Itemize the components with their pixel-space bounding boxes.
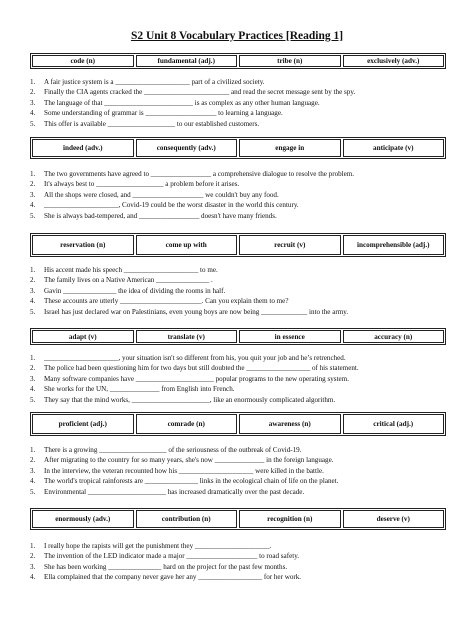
list-item bbox=[30, 179, 460, 189]
item-number: 1. bbox=[30, 78, 36, 86]
item-number: 5. bbox=[30, 487, 36, 496]
item-number: 1. bbox=[30, 170, 36, 178]
list-item bbox=[30, 211, 460, 221]
item-number: 4. bbox=[30, 109, 36, 118]
item-number: 5. bbox=[30, 307, 36, 316]
sentence-text: This offer is available ___________________ to our established customers. bbox=[44, 119, 260, 128]
sentence-text: All the shops were closed, and ____________________ we couldn't buy any food. bbox=[44, 190, 279, 199]
word-cell: adapt (v) bbox=[32, 330, 134, 343]
word-cell: proficient (adj.) bbox=[32, 414, 134, 434]
word-cell: contribution (n) bbox=[136, 510, 238, 528]
sentence-text: A fair justice system is a _____________________ part of a civilized society. bbox=[44, 78, 265, 86]
word-cell: fundamental (adj.) bbox=[136, 55, 238, 67]
word-cell: translate (v) bbox=[136, 330, 238, 343]
sentence-text: Some understanding of grammar is ____________________ to learning a language. bbox=[44, 109, 283, 118]
word-cell: deserve (v) bbox=[343, 510, 445, 528]
word-cell: engage in bbox=[239, 139, 341, 157]
list-item bbox=[30, 353, 460, 363]
word-cell: anticipate (v) bbox=[343, 139, 445, 157]
word-cell: in essence bbox=[239, 330, 341, 343]
list-item bbox=[30, 169, 460, 179]
word-cell: exclusively (adv.) bbox=[343, 55, 445, 67]
word-cell: accuracy (n) bbox=[343, 330, 445, 343]
item-number: 2. bbox=[30, 456, 36, 465]
item-number: 3. bbox=[30, 562, 36, 571]
sentence-list-5 bbox=[30, 445, 460, 497]
word-cell: enormously (adv.) bbox=[32, 510, 134, 528]
word-box-5 bbox=[30, 412, 446, 436]
item-number: 1. bbox=[30, 446, 36, 454]
list-item bbox=[30, 265, 460, 275]
word-box-3 bbox=[30, 233, 446, 257]
item-number: 3. bbox=[30, 190, 36, 199]
list-item bbox=[30, 119, 460, 129]
sentence-text: These accounts are utterly _______________________. Can you explain them to me? bbox=[44, 297, 289, 306]
item-number: 2. bbox=[30, 364, 36, 373]
word-cell: recruit (v) bbox=[239, 235, 341, 255]
item-number: 3. bbox=[30, 466, 36, 475]
item-number: 3. bbox=[30, 98, 36, 107]
list-item bbox=[30, 384, 460, 394]
sentence-text: The world's tropical rainforests are _______________ links in the ecological chain of life on the planet. bbox=[44, 477, 339, 486]
item-number: 4. bbox=[30, 477, 36, 486]
word-cell: incomprehensible (adj.) bbox=[343, 235, 445, 255]
sentence-text: The invention of the LED indicator made a major ____________________ to road safety. bbox=[44, 552, 300, 561]
list-item bbox=[30, 541, 460, 551]
item-number: 2. bbox=[30, 180, 36, 189]
sentence-text: It's always best to ___________________ a problem before it arises. bbox=[44, 180, 240, 189]
list-item bbox=[30, 455, 460, 465]
item-number: 5. bbox=[30, 211, 36, 220]
list-item bbox=[30, 275, 460, 285]
sentence-text: I really hope the rapists will get the punishment they _____________________. bbox=[44, 542, 272, 550]
item-number: 3. bbox=[30, 286, 36, 295]
list-item bbox=[30, 190, 460, 200]
sentence-text: She has been working _______________ hard on the project for the past few months. bbox=[44, 562, 288, 571]
list-item bbox=[30, 296, 460, 306]
item-number: 5. bbox=[30, 395, 36, 404]
sentence-text: The police had been questioning him for two days but still doubted the __________________ of his statement. bbox=[44, 364, 359, 373]
list-item bbox=[30, 286, 460, 296]
list-item bbox=[30, 307, 460, 317]
sentence-text: Environmental ______________________ has increased dramatically over the past decade. bbox=[44, 487, 305, 496]
sentence-text: She is always bad-tempered, and _________________ doesn't have many friends. bbox=[44, 211, 277, 220]
item-number: 4. bbox=[30, 385, 36, 394]
list-item bbox=[30, 476, 460, 486]
word-box-1 bbox=[30, 53, 446, 69]
sentence-text: Gavin _______________ the idea of dividing the rooms in half. bbox=[44, 286, 226, 295]
sentence-list-4 bbox=[30, 353, 460, 405]
item-number: 5. bbox=[30, 119, 36, 128]
item-number: 4. bbox=[30, 573, 36, 582]
word-box-6 bbox=[30, 508, 446, 530]
word-cell: recognition (n) bbox=[239, 510, 341, 528]
sentence-text: Ella complained that the company never gave her any __________________ for her work. bbox=[44, 573, 302, 582]
item-number: 1. bbox=[30, 542, 36, 550]
list-item bbox=[30, 551, 460, 561]
item-number: 2. bbox=[30, 276, 36, 285]
item-number: 4. bbox=[30, 201, 36, 210]
word-cell: reservation (n) bbox=[32, 235, 134, 255]
list-item bbox=[30, 395, 460, 405]
sentence-text: His accent made his speech _____________________ to me. bbox=[44, 266, 218, 274]
sentence-text: She works for the UN, ______________ from English into French. bbox=[44, 385, 235, 394]
word-cell: comrade (n) bbox=[136, 414, 238, 434]
word-box-4 bbox=[30, 328, 446, 345]
list-item bbox=[30, 200, 460, 210]
sentence-text: _____________________, your situation isn't so different from his, you quit your job and he’s retrenched. bbox=[44, 354, 346, 362]
sentence-text: The two governments have agreed to _________________ a comprehensive dialogue to resolve the problem. bbox=[44, 170, 355, 178]
sentence-list-2 bbox=[30, 169, 460, 221]
sentence-text: Many software companies have ______________________ popular programs to the new operating system. bbox=[44, 374, 349, 383]
list-item bbox=[30, 445, 460, 455]
word-cell: critical (adj.) bbox=[343, 414, 445, 434]
list-item bbox=[30, 87, 460, 97]
word-box-2 bbox=[30, 137, 446, 159]
worksheet-title: S2 Unit 8 Vocabulary Practices [Reading 1] bbox=[130, 30, 344, 42]
word-cell: code (n) bbox=[32, 55, 134, 67]
word-cell: awareness (n) bbox=[239, 414, 341, 434]
word-cell: indeed (adv.) bbox=[32, 139, 134, 157]
sentence-text: After migrating to the country for so many years, she's now ______________ in the foreign language. bbox=[44, 456, 334, 465]
list-item bbox=[30, 108, 460, 118]
item-number: 2. bbox=[30, 88, 36, 97]
word-cell: consequently (adv.) bbox=[136, 139, 238, 157]
list-item bbox=[30, 374, 460, 384]
item-number: 4. bbox=[30, 297, 36, 306]
sentence-text: In the interview, the veteran recounted how his _____________________ were killed in the battle. bbox=[44, 466, 324, 475]
sentence-list-3 bbox=[30, 265, 460, 317]
list-item bbox=[30, 466, 460, 476]
sentence-text: The language of that _________________________ is as complex as any other human language. bbox=[44, 98, 320, 107]
list-item bbox=[30, 572, 460, 582]
list-item bbox=[30, 562, 460, 572]
sentence-text: _____________________, Covid-19 could be the worst disaster in the world this century. bbox=[44, 201, 299, 210]
sentence-text: Finally the CIA agents cracked the ________________________ and read the secret message sent by the spy. bbox=[44, 88, 356, 97]
item-number: 1. bbox=[30, 266, 36, 274]
sentence-list-6 bbox=[30, 541, 460, 583]
item-number: 2. bbox=[30, 552, 36, 561]
word-cell: tribe (n) bbox=[239, 55, 341, 67]
word-cell: come up with bbox=[136, 235, 238, 255]
list-item bbox=[30, 363, 460, 373]
list-item bbox=[30, 77, 460, 87]
sentence-list-1 bbox=[30, 77, 460, 129]
item-number: 1. bbox=[30, 354, 36, 362]
list-item bbox=[30, 98, 460, 108]
sentence-text: The family lives on a Native American _______________ . bbox=[44, 276, 213, 285]
sentence-text: They say that the mind works, ______________________, like an enormously complicated algorithm. bbox=[44, 395, 336, 404]
item-number: 3. bbox=[30, 374, 36, 383]
sentence-text: Israel has just declared war on Palestinians, even young boys are now being _____________ into the army. bbox=[44, 307, 349, 316]
list-item bbox=[30, 487, 460, 497]
sentence-text: There is a growing ___________________ of the seriousness of the outbreak of Covid-19. bbox=[44, 446, 302, 454]
